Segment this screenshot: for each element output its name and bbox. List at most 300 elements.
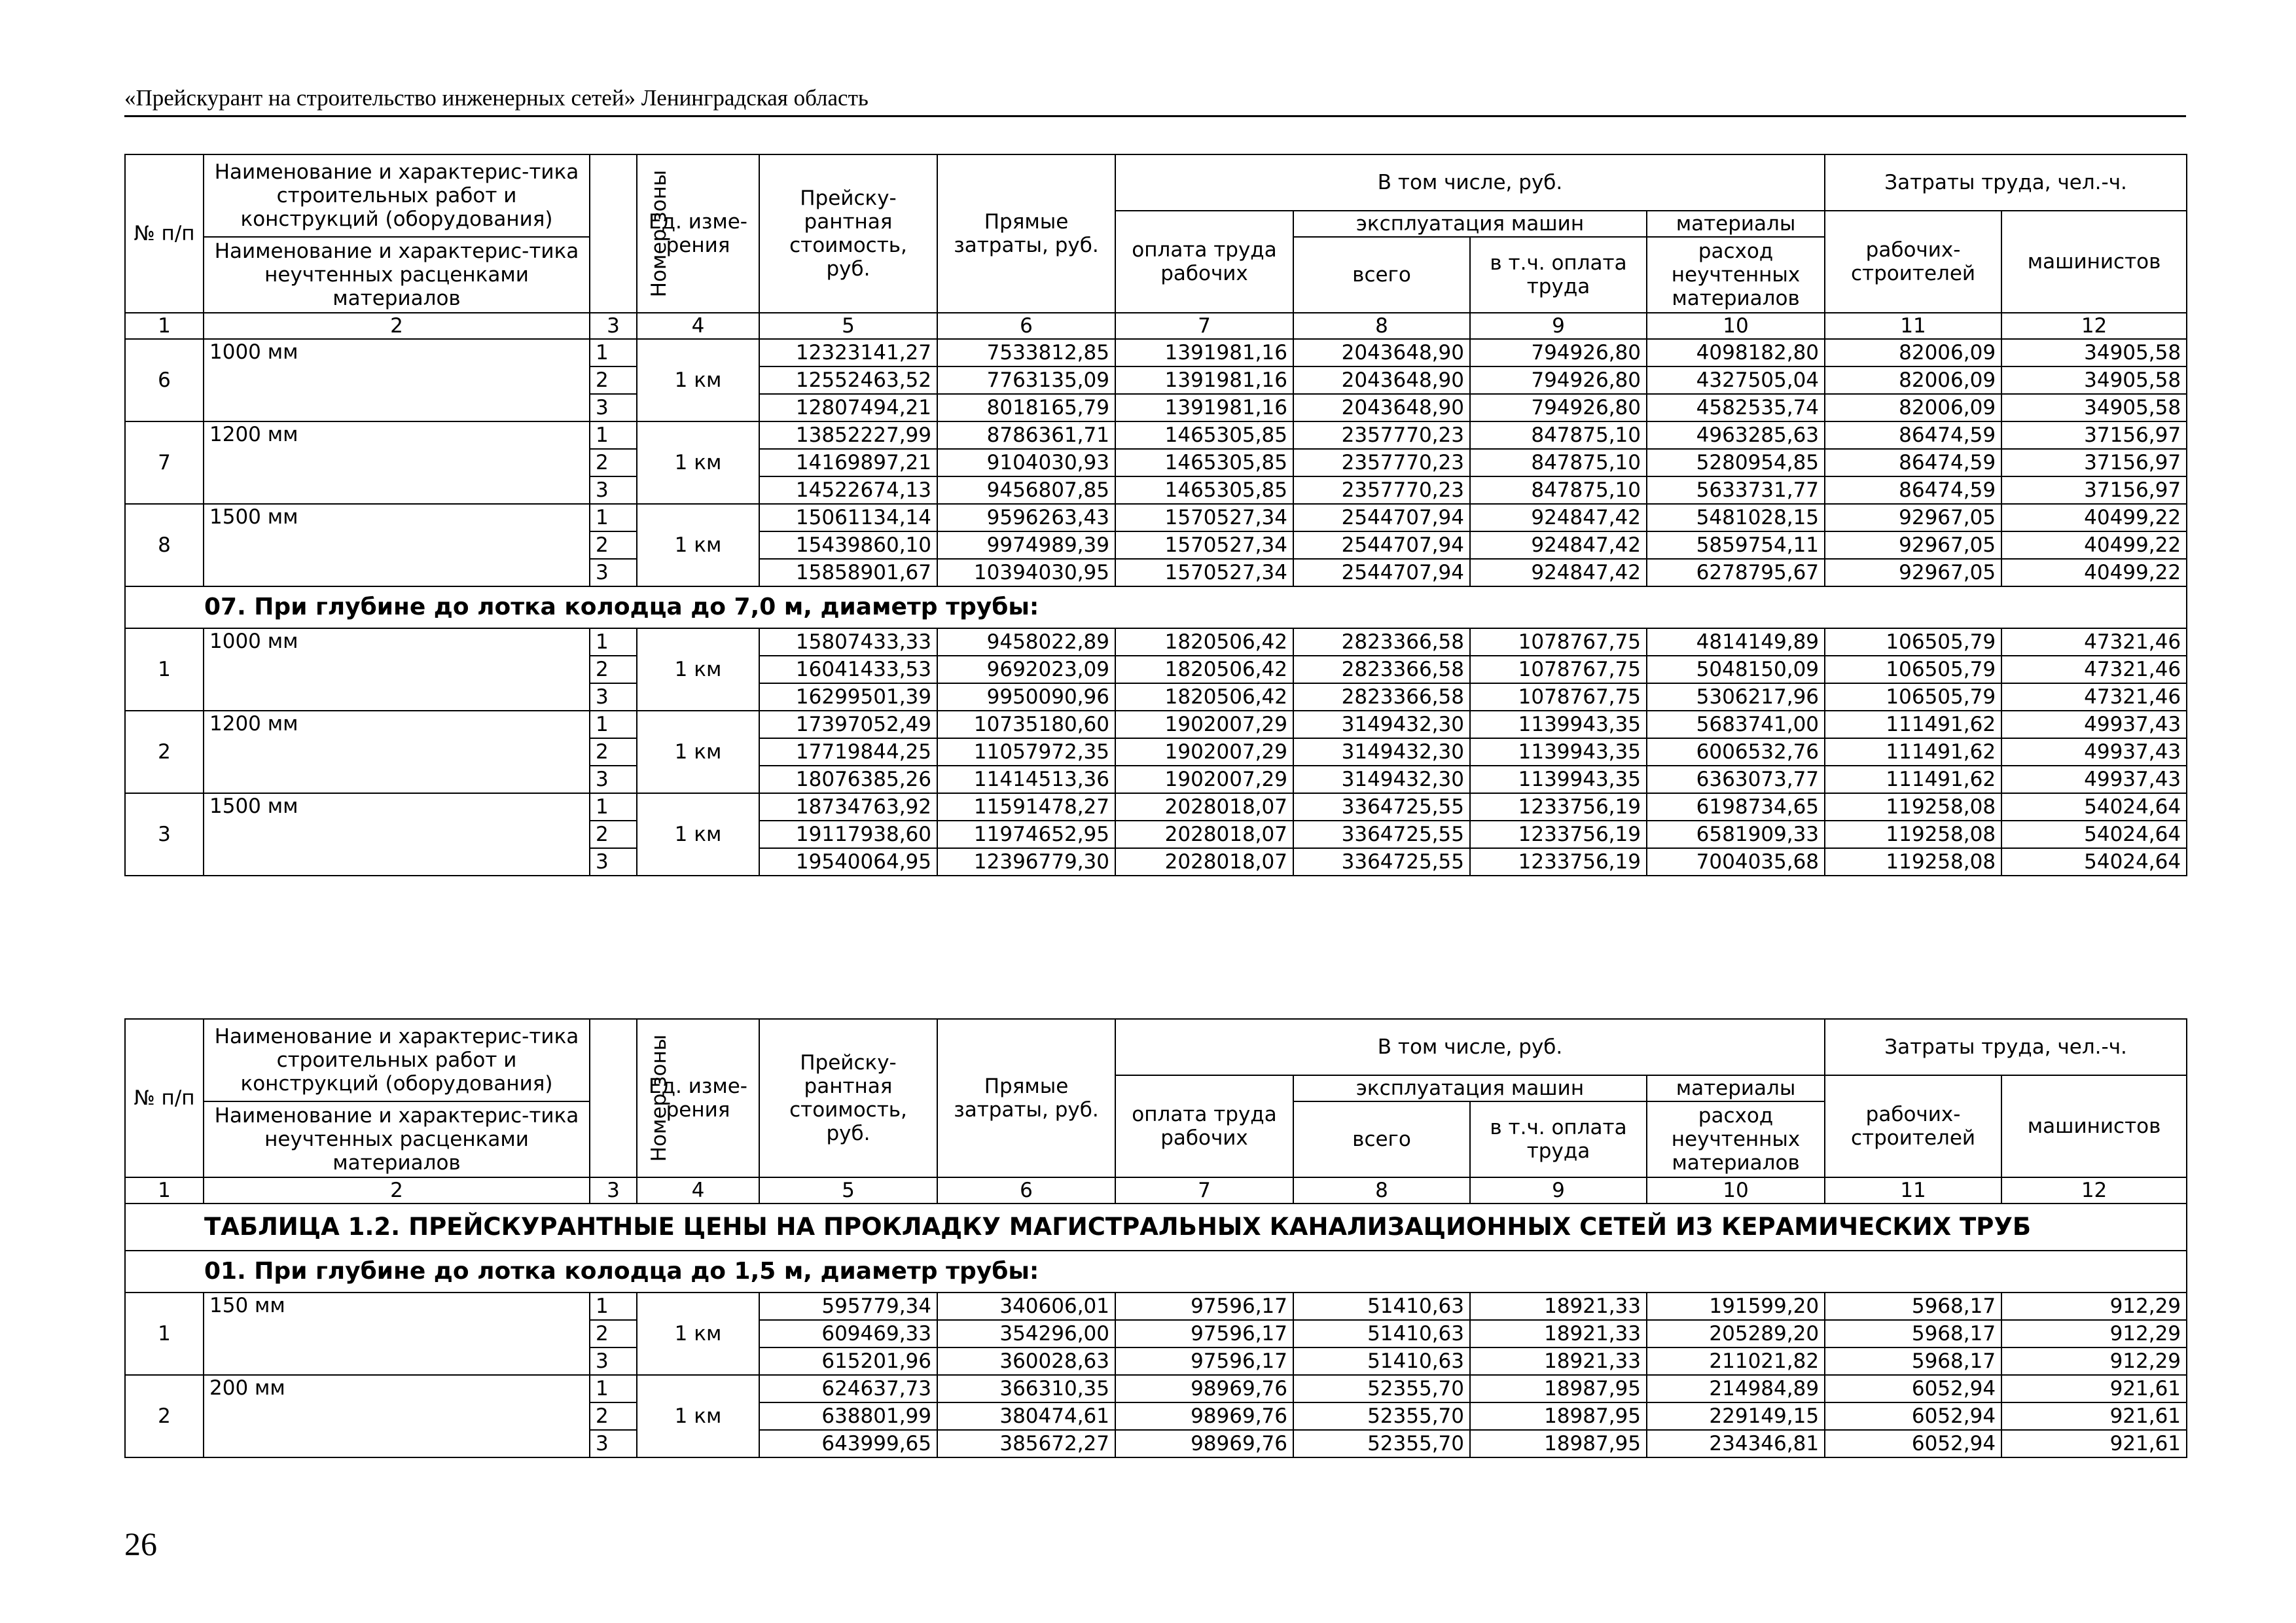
- value-cell: 1078767,75: [1470, 656, 1647, 683]
- value-cell: 2028018,07: [1115, 821, 1293, 848]
- zone-number: 1: [590, 793, 637, 821]
- col-number: 3: [590, 1177, 637, 1204]
- value-cell: 19540064,95: [759, 848, 937, 876]
- value-cell: 9692023,09: [937, 656, 1115, 683]
- table-row: [125, 421, 2187, 449]
- table-body: [125, 339, 2187, 586]
- value-cell: 6052,94: [1825, 1402, 2001, 1430]
- value-cell: 18987,95: [1470, 1430, 1647, 1457]
- value-cell: 17397052,49: [759, 711, 937, 738]
- header-materials-unaccounted: расход неучтенных материалов: [1647, 237, 1825, 313]
- zone-number: 3: [590, 848, 637, 876]
- value-cell: 1570527,34: [1115, 504, 1293, 531]
- value-cell: 3364725,55: [1293, 848, 1470, 876]
- value-cell: 51410,63: [1293, 1320, 1470, 1347]
- col-number: 7: [1115, 1177, 1293, 1204]
- value-cell: 1233756,19: [1470, 821, 1647, 848]
- value-cell: 360028,63: [937, 1347, 1115, 1375]
- zone-number: 3: [590, 476, 637, 504]
- value-cell: 119258,08: [1825, 848, 2001, 876]
- header-workers: рабочих-строителей: [1825, 1075, 2001, 1177]
- value-cell: 924847,42: [1470, 504, 1647, 531]
- header-zone: Номер зоны: [590, 154, 637, 313]
- value-cell: 8018165,79: [937, 394, 1115, 421]
- value-cell: 9950090,96: [937, 683, 1115, 711]
- value-cell: 3149432,30: [1293, 711, 1470, 738]
- unit-cell: 1 км: [637, 421, 759, 504]
- value-cell: 847875,10: [1470, 421, 1647, 449]
- col-number: 9: [1470, 313, 1647, 339]
- value-cell: 6581909,33: [1647, 821, 1825, 848]
- table-row: [125, 711, 2187, 738]
- value-cell: 5859754,11: [1647, 531, 1825, 559]
- value-cell: 54024,64: [2001, 821, 2187, 848]
- value-cell: 4582535,74: [1647, 394, 1825, 421]
- value-cell: 1820506,42: [1115, 656, 1293, 683]
- value-cell: 912,29: [2001, 1320, 2187, 1347]
- value-cell: 47321,46: [2001, 683, 2187, 711]
- value-cell: 3149432,30: [1293, 738, 1470, 766]
- zone-number: 1: [590, 504, 637, 531]
- page-number: 26: [124, 1525, 157, 1562]
- value-cell: 2544707,94: [1293, 504, 1470, 531]
- header-materials: материалы: [1647, 211, 1825, 237]
- value-cell: 15061134,14: [759, 504, 937, 531]
- value-cell: 921,61: [2001, 1430, 2187, 1457]
- zone-number: 2: [590, 821, 637, 848]
- value-cell: 214984,89: [1647, 1375, 1825, 1402]
- price-table-continued: [124, 154, 2187, 876]
- col-number: 2: [204, 1177, 590, 1204]
- value-cell: 643999,65: [759, 1430, 937, 1457]
- header-machines-total: всего: [1293, 1101, 1470, 1177]
- table-row: [125, 793, 2187, 821]
- col-number: 6: [937, 313, 1115, 339]
- value-cell: 5683741,00: [1647, 711, 1825, 738]
- row-index: 2: [125, 1375, 204, 1457]
- value-cell: 34905,58: [2001, 394, 2187, 421]
- value-cell: 16299501,39: [759, 683, 937, 711]
- value-cell: 14522674,13: [759, 476, 937, 504]
- header-labor-pay: оплата труда рабочих: [1115, 1075, 1293, 1177]
- value-cell: 1139943,35: [1470, 711, 1647, 738]
- value-cell: 3364725,55: [1293, 793, 1470, 821]
- row-index: 2: [125, 711, 204, 793]
- table-row: [125, 504, 2187, 531]
- value-cell: 794926,80: [1470, 394, 1647, 421]
- value-cell: 15807433,33: [759, 628, 937, 656]
- value-cell: 86474,59: [1825, 421, 2001, 449]
- value-cell: 921,61: [2001, 1402, 2187, 1430]
- value-cell: 924847,42: [1470, 559, 1647, 586]
- value-cell: 49937,43: [2001, 766, 2187, 793]
- value-cell: 1078767,75: [1470, 628, 1647, 656]
- table-body: [125, 1293, 2187, 1457]
- value-cell: 18921,33: [1470, 1293, 1647, 1320]
- zone-number: 3: [590, 559, 637, 586]
- value-cell: 1465305,85: [1115, 476, 1293, 504]
- header-machines-pay: в т.ч. оплата труда: [1470, 1101, 1647, 1177]
- value-cell: 595779,34: [759, 1293, 937, 1320]
- value-cell: 205289,20: [1647, 1320, 1825, 1347]
- value-cell: 10735180,60: [937, 711, 1115, 738]
- running-header: «Прейскурант на строительство инженерных сетей» Ленинградская область: [124, 84, 2186, 117]
- header-workers: рабочих-строителей: [1825, 211, 2001, 313]
- value-cell: 51410,63: [1293, 1293, 1470, 1320]
- table-row: [125, 1293, 2187, 1320]
- value-cell: 921,61: [2001, 1375, 2187, 1402]
- value-cell: 82006,09: [1825, 339, 2001, 366]
- value-cell: 847875,10: [1470, 449, 1647, 476]
- col-number: 12: [2001, 1177, 2187, 1204]
- value-cell: 14169897,21: [759, 449, 937, 476]
- value-cell: 229149,15: [1647, 1402, 1825, 1430]
- value-cell: 3149432,30: [1293, 766, 1470, 793]
- value-cell: 3364725,55: [1293, 821, 1470, 848]
- value-cell: 6006532,76: [1647, 738, 1825, 766]
- value-cell: 11057972,35: [937, 738, 1115, 766]
- col-number: 11: [1825, 1177, 2001, 1204]
- table-row: [125, 1375, 2187, 1402]
- section-row-group: [125, 586, 2187, 628]
- col-number: 6: [937, 1177, 1115, 1204]
- value-cell: 5048150,09: [1647, 656, 1825, 683]
- value-cell: 52355,70: [1293, 1375, 1470, 1402]
- value-cell: 18076385,26: [759, 766, 937, 793]
- value-cell: 37156,97: [2001, 449, 2187, 476]
- header-labor-cost: Затраты труда, чел.-ч.: [1825, 1019, 2187, 1075]
- value-cell: 6278795,67: [1647, 559, 1825, 586]
- value-cell: 847875,10: [1470, 476, 1647, 504]
- value-cell: 2357770,23: [1293, 421, 1470, 449]
- value-cell: 97596,17: [1115, 1320, 1293, 1347]
- value-cell: 106505,79: [1825, 656, 2001, 683]
- header-machines: эксплуатация машин: [1293, 1075, 1647, 1101]
- value-cell: 12807494,21: [759, 394, 937, 421]
- value-cell: 1233756,19: [1470, 848, 1647, 876]
- value-cell: 119258,08: [1825, 821, 2001, 848]
- section-title: 01. При глубине до лотка колодца до 1,5 м, диаметр трубы:: [125, 1251, 2187, 1293]
- value-cell: 1570527,34: [1115, 531, 1293, 559]
- header-unit: Ед. изме-рения: [637, 1019, 759, 1177]
- header-direct: Прямые затраты, руб.: [937, 154, 1115, 313]
- value-cell: 11591478,27: [937, 793, 1115, 821]
- row-index: 7: [125, 421, 204, 504]
- unit-cell: 1 км: [637, 628, 759, 711]
- zone-number: 1: [590, 628, 637, 656]
- value-cell: 1078767,75: [1470, 683, 1647, 711]
- section-title: 07. При глубине до лотка колодца до 7,0 м, диаметр трубы:: [125, 586, 2187, 628]
- value-cell: 111491,62: [1825, 766, 2001, 793]
- value-cell: 638801,99: [759, 1402, 937, 1430]
- header-num: № п/п: [125, 154, 204, 313]
- header-operators: машинистов: [2001, 1075, 2187, 1177]
- value-cell: 380474,61: [937, 1402, 1115, 1430]
- header-machines-pay: в т.ч. оплата труда: [1470, 237, 1647, 313]
- value-cell: 2357770,23: [1293, 449, 1470, 476]
- col-number: 10: [1647, 313, 1825, 339]
- value-cell: 7763135,09: [937, 366, 1115, 394]
- value-cell: 6052,94: [1825, 1430, 2001, 1457]
- value-cell: 82006,09: [1825, 366, 2001, 394]
- value-cell: 354296,00: [937, 1320, 1115, 1347]
- zone-number: 3: [590, 394, 637, 421]
- work-name: 1500 мм: [204, 504, 590, 586]
- value-cell: 54024,64: [2001, 793, 2187, 821]
- value-cell: 2028018,07: [1115, 793, 1293, 821]
- value-cell: 2043648,90: [1293, 339, 1470, 366]
- table-row: [125, 628, 2187, 656]
- header-price: Прейску-рантная стоимость, руб.: [759, 1019, 937, 1177]
- work-name: 200 мм: [204, 1375, 590, 1457]
- value-cell: 366310,35: [937, 1375, 1115, 1402]
- value-cell: 2544707,94: [1293, 531, 1470, 559]
- value-cell: 18921,33: [1470, 1347, 1647, 1375]
- section-row: [125, 1251, 2187, 1293]
- value-cell: 1902007,29: [1115, 738, 1293, 766]
- table-title: ТАБЛИЦА 1.2. ПРЕЙСКУРАНТНЫЕ ЦЕНЫ НА ПРОКЛАДКУ МАГИСТРАЛЬНЫХ КАНАЛИЗАЦИОННЫХ СЕТЕЙ ИЗ КЕРАМИЧЕСКИХ ТРУБ: [125, 1204, 2187, 1251]
- value-cell: 912,29: [2001, 1293, 2187, 1320]
- value-cell: 47321,46: [2001, 628, 2187, 656]
- value-cell: 52355,70: [1293, 1430, 1470, 1457]
- value-cell: 111491,62: [1825, 711, 2001, 738]
- work-name: 1200 мм: [204, 421, 590, 504]
- value-cell: 18734763,92: [759, 793, 937, 821]
- value-cell: 106505,79: [1825, 683, 2001, 711]
- zone-number: 2: [590, 738, 637, 766]
- header-num: № п/п: [125, 1019, 204, 1177]
- zone-number: 2: [590, 656, 637, 683]
- value-cell: 234346,81: [1647, 1430, 1825, 1457]
- unit-cell: 1 км: [637, 793, 759, 876]
- header-zone: Номер зоны: [590, 1019, 637, 1177]
- value-cell: 40499,22: [2001, 559, 2187, 586]
- value-cell: 4098182,80: [1647, 339, 1825, 366]
- zone-number: 1: [590, 339, 637, 366]
- col-number: 1: [125, 1177, 204, 1204]
- unit-cell: 1 км: [637, 1375, 759, 1457]
- value-cell: 8786361,71: [937, 421, 1115, 449]
- value-cell: 1820506,42: [1115, 628, 1293, 656]
- header-machines-total: всего: [1293, 237, 1470, 313]
- value-cell: 54024,64: [2001, 848, 2187, 876]
- value-cell: 4814149,89: [1647, 628, 1825, 656]
- col-number: 5: [759, 1177, 937, 1204]
- value-cell: 86474,59: [1825, 449, 2001, 476]
- value-cell: 18987,95: [1470, 1375, 1647, 1402]
- header-incl: В том числе, руб.: [1115, 1019, 1825, 1075]
- header-direct: Прямые затраты, руб.: [937, 1019, 1115, 1177]
- value-cell: 82006,09: [1825, 394, 2001, 421]
- row-index: 3: [125, 793, 204, 876]
- value-cell: 9458022,89: [937, 628, 1115, 656]
- value-cell: 2823366,58: [1293, 628, 1470, 656]
- unit-cell: 1 км: [637, 1293, 759, 1375]
- work-name: 1000 мм: [204, 628, 590, 711]
- value-cell: 1139943,35: [1470, 738, 1647, 766]
- table-row: [125, 339, 2187, 366]
- zone-number: 1: [590, 421, 637, 449]
- zone-number: 2: [590, 531, 637, 559]
- value-cell: 13852227,99: [759, 421, 937, 449]
- value-cell: 12323141,27: [759, 339, 937, 366]
- value-cell: 794926,80: [1470, 366, 1647, 394]
- col-number: 10: [1647, 1177, 1825, 1204]
- work-name: 1200 мм: [204, 711, 590, 793]
- col-number: 1: [125, 313, 204, 339]
- value-cell: 16041433,53: [759, 656, 937, 683]
- unit-cell: 1 км: [637, 339, 759, 421]
- header-machines: эксплуатация машин: [1293, 211, 1647, 237]
- col-number: 2: [204, 313, 590, 339]
- zone-number: 1: [590, 711, 637, 738]
- value-cell: 7004035,68: [1647, 848, 1825, 876]
- zone-number: 2: [590, 366, 637, 394]
- header-labor-cost: Затраты труда, чел.-ч.: [1825, 154, 2187, 211]
- table-body: [125, 628, 2187, 876]
- value-cell: 98969,76: [1115, 1402, 1293, 1430]
- header-labor-pay: оплата труда рабочих: [1115, 211, 1293, 313]
- zone-number: 1: [590, 1293, 637, 1320]
- value-cell: 98969,76: [1115, 1430, 1293, 1457]
- value-cell: 97596,17: [1115, 1293, 1293, 1320]
- price-table-1-2: [124, 1018, 2187, 1458]
- value-cell: 7533812,85: [937, 339, 1115, 366]
- value-cell: 18987,95: [1470, 1402, 1647, 1430]
- value-cell: 1820506,42: [1115, 683, 1293, 711]
- section-row: [125, 586, 2187, 628]
- value-cell: 6198734,65: [1647, 793, 1825, 821]
- value-cell: 5280954,85: [1647, 449, 1825, 476]
- value-cell: 5968,17: [1825, 1347, 2001, 1375]
- title-row-group: [125, 1204, 2187, 1293]
- value-cell: 12552463,52: [759, 366, 937, 394]
- value-cell: 111491,62: [1825, 738, 2001, 766]
- value-cell: 37156,97: [2001, 476, 2187, 504]
- value-cell: 924847,42: [1470, 531, 1647, 559]
- value-cell: 2823366,58: [1293, 683, 1470, 711]
- table-header: [125, 154, 2187, 339]
- value-cell: 1391981,16: [1115, 339, 1293, 366]
- value-cell: 191599,20: [1647, 1293, 1825, 1320]
- col-number: 4: [637, 313, 759, 339]
- value-cell: 40499,22: [2001, 504, 2187, 531]
- value-cell: 1902007,29: [1115, 711, 1293, 738]
- header-operators: машинистов: [2001, 211, 2187, 313]
- value-cell: 15858901,67: [759, 559, 937, 586]
- value-cell: 2823366,58: [1293, 656, 1470, 683]
- value-cell: 86474,59: [1825, 476, 2001, 504]
- zone-number: 1: [590, 1375, 637, 1402]
- header-incl: В том числе, руб.: [1115, 154, 1825, 211]
- row-index: 1: [125, 1293, 204, 1375]
- table-header: [125, 1019, 2187, 1204]
- header-materials-unaccounted: расход неучтенных материалов: [1647, 1101, 1825, 1177]
- value-cell: 624637,73: [759, 1375, 937, 1402]
- value-cell: 40499,22: [2001, 531, 2187, 559]
- row-index: 1: [125, 628, 204, 711]
- value-cell: 106505,79: [1825, 628, 2001, 656]
- table-title-row: [125, 1204, 2187, 1251]
- value-cell: 49937,43: [2001, 738, 2187, 766]
- value-cell: 6052,94: [1825, 1375, 2001, 1402]
- value-cell: 4963285,63: [1647, 421, 1825, 449]
- value-cell: 52355,70: [1293, 1402, 1470, 1430]
- value-cell: 17719844,25: [759, 738, 937, 766]
- header-name-bottom: Наименование и характерис-тика неучтенных расценками материалов: [204, 1101, 590, 1177]
- col-number: 7: [1115, 313, 1293, 339]
- col-number: 9: [1470, 1177, 1647, 1204]
- value-cell: 98969,76: [1115, 1375, 1293, 1402]
- value-cell: 15439860,10: [759, 531, 937, 559]
- value-cell: 51410,63: [1293, 1347, 1470, 1375]
- header-price: Прейску-рантная стоимость, руб.: [759, 154, 937, 313]
- row-index: 8: [125, 504, 204, 586]
- value-cell: 2028018,07: [1115, 848, 1293, 876]
- value-cell: 385672,27: [937, 1430, 1115, 1457]
- header-unit: Ед. изме-рения: [637, 154, 759, 313]
- value-cell: 11414513,36: [937, 766, 1115, 793]
- value-cell: 1570527,34: [1115, 559, 1293, 586]
- value-cell: 794926,80: [1470, 339, 1647, 366]
- value-cell: 6363073,77: [1647, 766, 1825, 793]
- value-cell: 1391981,16: [1115, 394, 1293, 421]
- value-cell: 609469,33: [759, 1320, 937, 1347]
- value-cell: 119258,08: [1825, 793, 2001, 821]
- zone-number: 3: [590, 1430, 637, 1457]
- zone-number: 2: [590, 1402, 637, 1430]
- col-number: 8: [1293, 1177, 1470, 1204]
- work-name: 1500 мм: [204, 793, 590, 876]
- value-cell: 2357770,23: [1293, 476, 1470, 504]
- work-name: 1000 мм: [204, 339, 590, 421]
- value-cell: 19117938,60: [759, 821, 937, 848]
- value-cell: 1465305,85: [1115, 421, 1293, 449]
- zone-number: 2: [590, 1320, 637, 1347]
- value-cell: 97596,17: [1115, 1347, 1293, 1375]
- value-cell: 92967,05: [1825, 559, 2001, 586]
- value-cell: 1465305,85: [1115, 449, 1293, 476]
- value-cell: 5633731,77: [1647, 476, 1825, 504]
- value-cell: 12396779,30: [937, 848, 1115, 876]
- zone-number: 3: [590, 1347, 637, 1375]
- value-cell: 615201,96: [759, 1347, 937, 1375]
- value-cell: 34905,58: [2001, 366, 2187, 394]
- col-number: 12: [2001, 313, 2187, 339]
- value-cell: 9456807,85: [937, 476, 1115, 504]
- work-name: 150 мм: [204, 1293, 590, 1375]
- col-number: 5: [759, 313, 937, 339]
- col-number: 3: [590, 313, 637, 339]
- value-cell: 1902007,29: [1115, 766, 1293, 793]
- value-cell: 340606,01: [937, 1293, 1115, 1320]
- value-cell: 11974652,95: [937, 821, 1115, 848]
- value-cell: 9974989,39: [937, 531, 1115, 559]
- value-cell: 1391981,16: [1115, 366, 1293, 394]
- col-number: 8: [1293, 313, 1470, 339]
- value-cell: 5968,17: [1825, 1320, 2001, 1347]
- header-name-bottom: Наименование и характерис-тика неучтенных расценками материалов: [204, 237, 590, 313]
- unit-cell: 1 км: [637, 504, 759, 586]
- value-cell: 2544707,94: [1293, 559, 1470, 586]
- value-cell: 1233756,19: [1470, 793, 1647, 821]
- zone-number: 3: [590, 766, 637, 793]
- value-cell: 18921,33: [1470, 1320, 1647, 1347]
- value-cell: 211021,82: [1647, 1347, 1825, 1375]
- value-cell: 2043648,90: [1293, 366, 1470, 394]
- value-cell: 912,29: [2001, 1347, 2187, 1375]
- value-cell: 92967,05: [1825, 531, 2001, 559]
